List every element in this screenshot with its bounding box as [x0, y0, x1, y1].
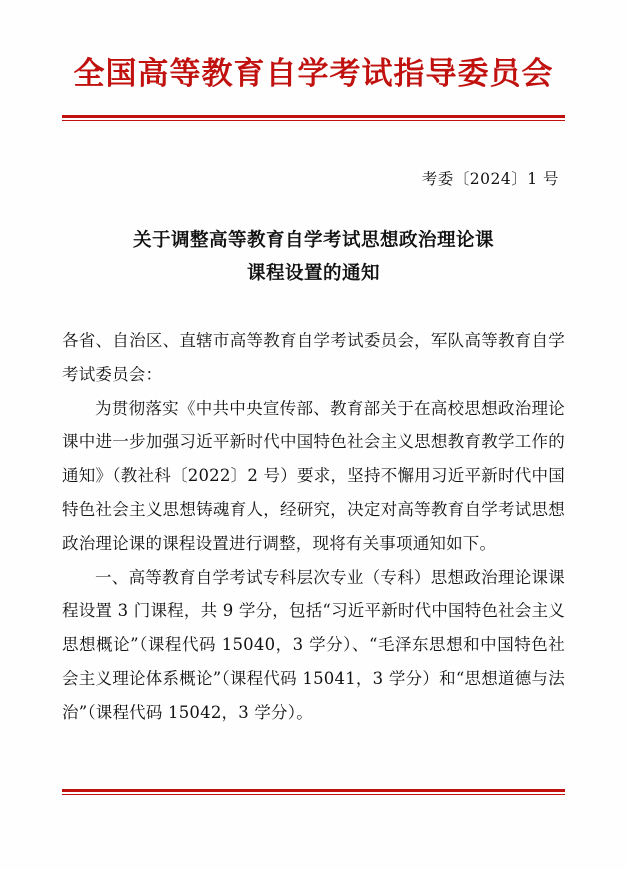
masthead-rule-thin — [62, 120, 565, 121]
masthead-rule-thick — [62, 115, 565, 118]
document-title-line-1: 关于调整高等教育自学考试思想政治理论课 — [132, 230, 494, 252]
document-masthead — [62, 0, 565, 121]
document-number: 考委〔2024〕1 号 — [421, 170, 559, 189]
footer-rule-thin — [62, 794, 565, 795]
document-title — [62, 225, 565, 290]
document-body — [62, 324, 565, 730]
footer-rule-thick — [62, 789, 565, 792]
paragraph-item-1: 一、高等教育自学考试专科层次专业（专科）思想政治理论课课程设置 3 门课程，共 9 学分，包括“习近平新时代中国特色社会主义思想概论”（课程代码 15040，3 学分）、“毛泽东思想和中国特色社会主义理论体系概论”（课程代码 15041，3 学分）和“思想道德与法治”（课程代码 15042，3 学分）。 — [62, 567, 565, 722]
issuing-authority-title: 全国高等教育自学考试指导委员会 — [73, 56, 554, 92]
paragraph-background: 为贯彻落实《中共中央宣传部、教育部关于在高校思想政治理论课中进一步加强习近平新时代中国特色社会主义思想教育教学工作的通知》（教社科〔2022〕2 号）要求，坚持不懈用习近平新时代中国特色社会主义思想铸魂育人，经研究，决定对高等教育自学考试思想政治理论课的课程设置进行调整，现将有关事项通知如下。 — [62, 398, 565, 553]
paragraph-salutation: 各省、自治区、直辖市高等教育自学考试委员会，军队高等教育自学考试委员会： — [62, 330, 565, 384]
footer-rules — [62, 789, 565, 795]
document-title-line-2: 课程设置的通知 — [246, 262, 380, 284]
